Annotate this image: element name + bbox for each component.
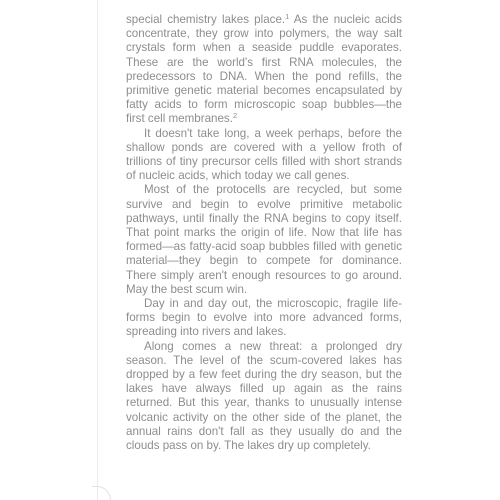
paragraph-5: Along comes a new threat: a prolonged dry season. The level of the scum-covered lakes has dropped by a few feet during the dry season, but the lakes have always filled up again as the rains returned. But this year, thanks to unusually intense volcanic activity on the other side of the planet, the annual rains don't fall as they usually do and the clouds pass on by. The lakes dry up completely. (126, 339, 402, 453)
footnote-ref-2[interactable]: 2 (232, 111, 238, 121)
paragraph-1-text-cont: As the nucleic acids concentrate, they grow into polymers, the way salt crystals form when a seaside puddle evaporates. These are the world's first RNA molecules, the predecessors to DNA. When the pond refills, the primitive genetic material becomes encapsulated by fatty acids to form microscopic soap bubbles—the first cell membranes. (126, 13, 402, 126)
paragraph-4: Day in and day out, the microscopic, fragile life-forms begin to evolve into more advanced forms, spreading into rivers and lakes. (126, 297, 402, 339)
page-curl-corner[interactable] (92, 486, 111, 500)
body-text-column (126, 13, 402, 453)
paragraph-1-text: special chemistry lakes place. (126, 13, 286, 26)
paragraph-1 (126, 13, 402, 127)
page-edge-divider (97, 0, 98, 500)
paragraph-3: Most of the protocells are recycled, but some survive and begin to evolve primitive metabolic pathways, until finally the RNA begins to copy itself. That point marks the origin of life. Now that life has formed—as fatty-acid soap bubbles filled with genetic material—they begin to compete for dominance. There simply aren't enough resources to go around. May the best scum win. (126, 183, 402, 296)
footnote-ref-1[interactable]: 1 (285, 12, 290, 21)
paragraph-2: It doesn't take long, a week perhaps, before the shallow ponds are covered with a yellow froth of trillions of tiny precursor cells filled with short strands of nucleic acids, which today we call genes. (126, 126, 402, 183)
